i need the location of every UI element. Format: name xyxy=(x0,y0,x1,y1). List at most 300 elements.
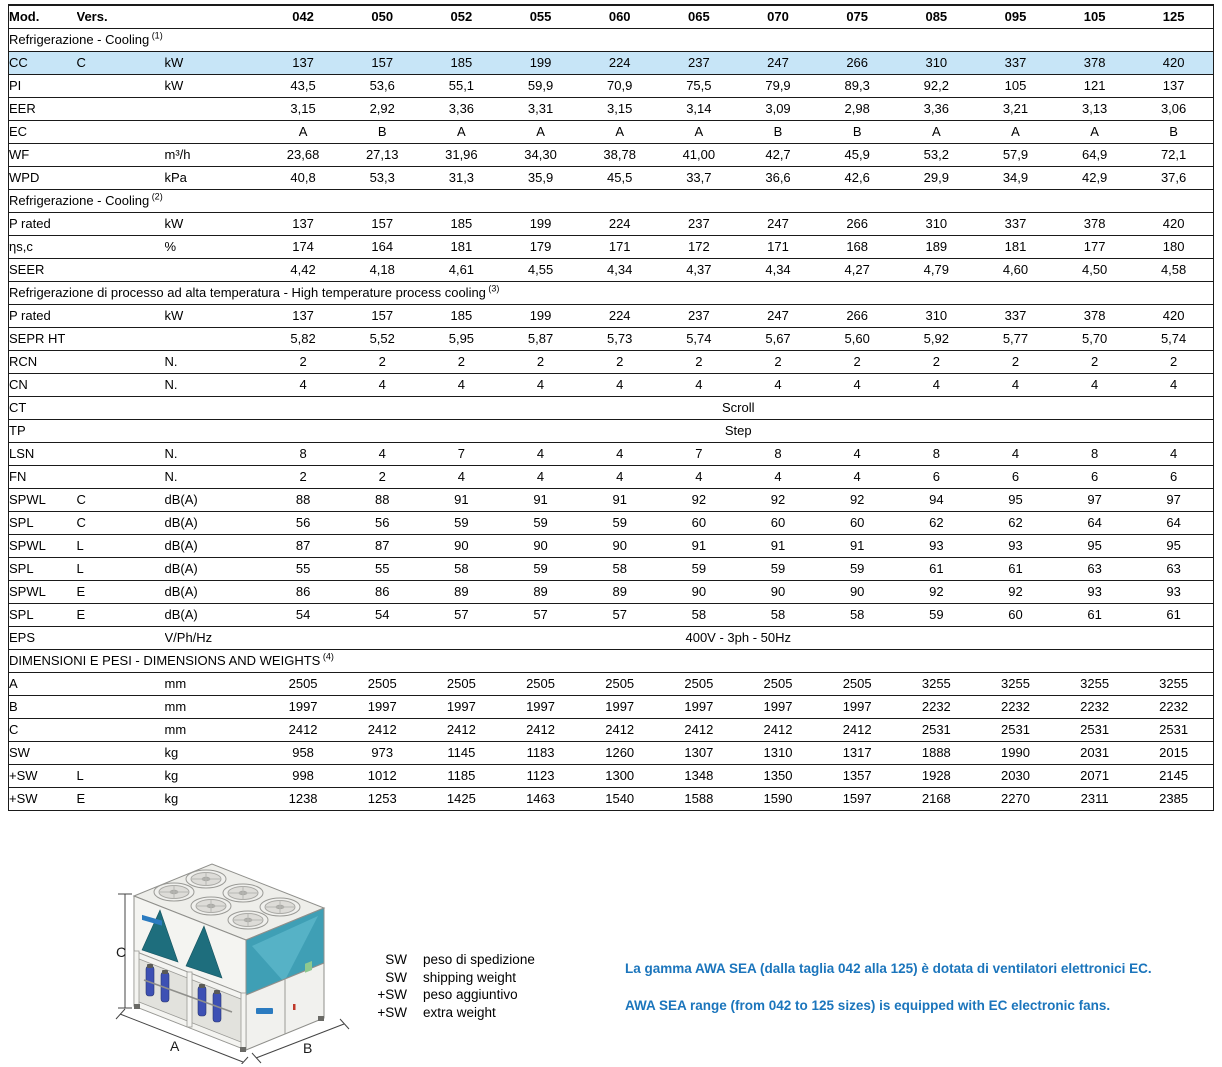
row-label: EER xyxy=(9,97,77,120)
row-unit: N. xyxy=(165,373,264,396)
row-value: 4,37 xyxy=(659,258,738,281)
table-row xyxy=(9,373,1214,396)
row-value: 27,13 xyxy=(343,143,422,166)
row-label: TP xyxy=(9,419,77,442)
table-row xyxy=(9,74,1214,97)
row-value: 420 xyxy=(1134,51,1213,74)
row-value: 57,9 xyxy=(976,143,1055,166)
row-value: 2145 xyxy=(1134,764,1213,787)
row-label: FN xyxy=(9,465,77,488)
row-value: 4 xyxy=(580,442,659,465)
row-value: 2 xyxy=(897,350,976,373)
dim-label-b: B xyxy=(303,1040,313,1056)
table-row xyxy=(9,51,1214,74)
table-row xyxy=(9,488,1214,511)
legend-row xyxy=(375,969,535,987)
row-unit: dB(A) xyxy=(165,534,264,557)
row-value: 8 xyxy=(738,442,817,465)
row-value: 1310 xyxy=(738,741,817,764)
row-label: CC xyxy=(9,51,77,74)
col-header-model: 085 xyxy=(897,5,976,28)
row-value: 4 xyxy=(976,442,1055,465)
row-value: 1540 xyxy=(580,787,659,810)
row-value: 224 xyxy=(580,212,659,235)
row-value: 185 xyxy=(422,304,501,327)
row-value: 70,9 xyxy=(580,74,659,97)
row-value: 4,79 xyxy=(897,258,976,281)
row-version xyxy=(77,465,165,488)
legend-key: +SW xyxy=(377,1004,407,1020)
row-value: 4 xyxy=(1055,373,1134,396)
row-unit xyxy=(165,120,264,143)
spec-table-head xyxy=(9,5,1214,28)
row-value: 199 xyxy=(501,304,580,327)
table-row xyxy=(9,143,1214,166)
row-value: 45,9 xyxy=(818,143,897,166)
row-value: 6 xyxy=(897,465,976,488)
row-value: 1997 xyxy=(580,695,659,718)
row-value: 189 xyxy=(897,235,976,258)
header-row xyxy=(9,5,1214,28)
row-value: 2412 xyxy=(343,718,422,741)
row-version xyxy=(77,396,165,419)
row-version xyxy=(77,741,165,764)
row-label: LSN xyxy=(9,442,77,465)
row-value: 91 xyxy=(659,534,738,557)
row-value: 3,13 xyxy=(1055,97,1134,120)
row-unit: kg xyxy=(165,787,264,810)
col-header-model: 055 xyxy=(501,5,580,28)
row-value: 1990 xyxy=(976,741,1055,764)
row-value: A xyxy=(422,120,501,143)
row-label: CT xyxy=(9,396,77,419)
row-value: 237 xyxy=(659,304,738,327)
row-value: 137 xyxy=(264,212,343,235)
row-value: 92,2 xyxy=(897,74,976,97)
row-value: 59 xyxy=(897,603,976,626)
row-value: 90 xyxy=(738,580,817,603)
row-value: 2505 xyxy=(422,672,501,695)
row-label: SPWL xyxy=(9,534,77,557)
row-value: 3255 xyxy=(976,672,1055,695)
row-value: 1997 xyxy=(738,695,817,718)
chiller-illustration xyxy=(104,858,356,1064)
row-value: 89 xyxy=(501,580,580,603)
row-value: 31,3 xyxy=(422,166,501,189)
row-value: A xyxy=(659,120,738,143)
row-value: 2531 xyxy=(897,718,976,741)
row-value: 2030 xyxy=(976,764,1055,787)
table-row xyxy=(9,212,1214,235)
row-value: 5,82 xyxy=(264,327,343,350)
row-value: 97 xyxy=(1134,488,1213,511)
row-value: 2 xyxy=(343,465,422,488)
table-row xyxy=(9,534,1214,557)
col-header-model: 095 xyxy=(976,5,1055,28)
table-row xyxy=(9,120,1214,143)
row-value: 8 xyxy=(897,442,976,465)
row-value: 3,36 xyxy=(422,97,501,120)
row-value: B xyxy=(738,120,817,143)
row-label: SW xyxy=(9,741,77,764)
row-value: 2 xyxy=(738,350,817,373)
row-label: CN xyxy=(9,373,77,396)
row-label: +SW xyxy=(9,764,77,787)
legend-text: extra weight xyxy=(423,1004,496,1020)
row-version xyxy=(77,626,165,649)
row-value: 89,3 xyxy=(818,74,897,97)
row-value: 2412 xyxy=(501,718,580,741)
row-value: 171 xyxy=(580,235,659,258)
row-value: 35,9 xyxy=(501,166,580,189)
row-value: 59,9 xyxy=(501,74,580,97)
row-value: 1183 xyxy=(501,741,580,764)
row-value: 2311 xyxy=(1055,787,1134,810)
col-header-model: 060 xyxy=(580,5,659,28)
row-value: 121 xyxy=(1055,74,1134,97)
row-value: 4 xyxy=(501,442,580,465)
dim-label-a: A xyxy=(170,1038,180,1054)
row-value: 86 xyxy=(343,580,422,603)
row-value: 59 xyxy=(580,511,659,534)
row-value: A xyxy=(1055,120,1134,143)
row-value: 87 xyxy=(264,534,343,557)
row-value: 179 xyxy=(501,235,580,258)
row-value: 224 xyxy=(580,51,659,74)
row-value: 86 xyxy=(264,580,343,603)
row-version xyxy=(77,442,165,465)
row-unit: N. xyxy=(165,350,264,373)
row-value: 59 xyxy=(659,557,738,580)
row-value: 1012 xyxy=(343,764,422,787)
row-value: 90 xyxy=(818,580,897,603)
row-value: 958 xyxy=(264,741,343,764)
table-row xyxy=(9,557,1214,580)
row-value: 3,36 xyxy=(897,97,976,120)
row-unit: kW xyxy=(165,212,264,235)
row-value: 2232 xyxy=(1055,695,1134,718)
row-label: WF xyxy=(9,143,77,166)
row-value: 2015 xyxy=(1134,741,1213,764)
row-value: 57 xyxy=(422,603,501,626)
row-value: 137 xyxy=(1134,74,1213,97)
row-value: 266 xyxy=(818,51,897,74)
row-value: 57 xyxy=(501,603,580,626)
row-value: 2531 xyxy=(976,718,1055,741)
row-value: 199 xyxy=(501,212,580,235)
row-value: A xyxy=(976,120,1055,143)
row-value: 5,70 xyxy=(1055,327,1134,350)
row-value: 4 xyxy=(501,465,580,488)
table-row xyxy=(9,603,1214,626)
row-value: 4 xyxy=(976,373,1055,396)
row-value: 378 xyxy=(1055,51,1134,74)
row-version xyxy=(77,97,165,120)
row-value: 5,67 xyxy=(738,327,817,350)
row-value: 2412 xyxy=(422,718,501,741)
row-value: 34,30 xyxy=(501,143,580,166)
row-value: 247 xyxy=(738,51,817,74)
row-value: 137 xyxy=(264,304,343,327)
row-value: 2505 xyxy=(818,672,897,695)
row-value: 2071 xyxy=(1055,764,1134,787)
row-value: 2 xyxy=(264,350,343,373)
row-value: 4 xyxy=(264,373,343,396)
spec-table-section xyxy=(8,4,1214,811)
row-value: 61 xyxy=(1055,603,1134,626)
footnote-english: AWA SEA range (from 042 to 125 sizes) is equipped with EC electronic fans. xyxy=(625,998,1111,1013)
row-value: 60 xyxy=(818,511,897,534)
row-value: 89 xyxy=(422,580,501,603)
row-version: C xyxy=(77,488,165,511)
row-unit xyxy=(165,258,264,281)
row-version: E xyxy=(77,580,165,603)
row-value: 2 xyxy=(501,350,580,373)
row-value: 59 xyxy=(422,511,501,534)
row-value: 2505 xyxy=(501,672,580,695)
row-unit: dB(A) xyxy=(165,488,264,511)
row-value: 55 xyxy=(343,557,422,580)
row-value: 4 xyxy=(1134,442,1213,465)
row-unit: kg xyxy=(165,764,264,787)
col-header-model: 105 xyxy=(1055,5,1134,28)
row-value: 62 xyxy=(976,511,1055,534)
row-value: 199 xyxy=(501,51,580,74)
row-value: 185 xyxy=(422,51,501,74)
row-value: 171 xyxy=(738,235,817,258)
row-value: 64 xyxy=(1055,511,1134,534)
row-value: 2,92 xyxy=(343,97,422,120)
chiller-figure xyxy=(104,858,356,1064)
row-value: 89 xyxy=(580,580,659,603)
row-value: 3,21 xyxy=(976,97,1055,120)
row-value: 33,7 xyxy=(659,166,738,189)
row-label: WPD xyxy=(9,166,77,189)
row-value: 93 xyxy=(976,534,1055,557)
door-handle xyxy=(293,1004,296,1010)
row-value: 1350 xyxy=(738,764,817,787)
row-label: A xyxy=(9,672,77,695)
row-value: 31,96 xyxy=(422,143,501,166)
row-value: 266 xyxy=(818,212,897,235)
row-value: 157 xyxy=(343,212,422,235)
row-label: SPL xyxy=(9,603,77,626)
row-value: 23,68 xyxy=(264,143,343,166)
row-value: 53,3 xyxy=(343,166,422,189)
row-value: 92 xyxy=(659,488,738,511)
row-unit: kg xyxy=(165,741,264,764)
row-value: 41,00 xyxy=(659,143,738,166)
row-value: 64 xyxy=(1134,511,1213,534)
footnotes xyxy=(625,961,1200,1035)
row-value: 137 xyxy=(264,51,343,74)
section-row xyxy=(9,189,1214,212)
row-value: 2412 xyxy=(659,718,738,741)
section-row xyxy=(9,281,1214,304)
row-value: 4,58 xyxy=(1134,258,1213,281)
row-value: 88 xyxy=(264,488,343,511)
row-unit: kPa xyxy=(165,166,264,189)
row-value: 95 xyxy=(976,488,1055,511)
row-unit xyxy=(165,327,264,350)
row-value: 90 xyxy=(659,580,738,603)
row-value: 5,77 xyxy=(976,327,1055,350)
row-value: 58 xyxy=(738,603,817,626)
table-row xyxy=(9,396,1214,419)
row-value: 181 xyxy=(976,235,1055,258)
row-value: 40,8 xyxy=(264,166,343,189)
row-value: 1997 xyxy=(818,695,897,718)
row-value: 43,5 xyxy=(264,74,343,97)
row-value: 4 xyxy=(1134,373,1213,396)
row-value: 91 xyxy=(818,534,897,557)
row-value: 174 xyxy=(264,235,343,258)
row-value: 1597 xyxy=(818,787,897,810)
table-row xyxy=(9,626,1214,649)
row-value: 2 xyxy=(659,350,738,373)
row-value: 310 xyxy=(897,212,976,235)
row-value: 4,42 xyxy=(264,258,343,281)
row-value: 5,60 xyxy=(818,327,897,350)
table-row xyxy=(9,787,1214,810)
row-value: 2412 xyxy=(264,718,343,741)
row-label: ηs,c xyxy=(9,235,77,258)
row-value: 4 xyxy=(818,442,897,465)
row-value: 5,52 xyxy=(343,327,422,350)
row-value: 2232 xyxy=(897,695,976,718)
row-value: 55 xyxy=(264,557,343,580)
row-label: RCN xyxy=(9,350,77,373)
row-value: 42,9 xyxy=(1055,166,1134,189)
spec-table-body xyxy=(9,28,1214,810)
row-value: 2412 xyxy=(818,718,897,741)
row-value: 53,2 xyxy=(897,143,976,166)
row-value: 53,6 xyxy=(343,74,422,97)
row-unit: N. xyxy=(165,442,264,465)
section-row xyxy=(9,28,1214,51)
legend-text: peso di spedizione xyxy=(423,952,535,967)
row-label: +SW xyxy=(9,787,77,810)
row-unit xyxy=(165,419,264,442)
row-value: 94 xyxy=(897,488,976,511)
row-version xyxy=(77,419,165,442)
row-value: 2 xyxy=(1055,350,1134,373)
row-version: L xyxy=(77,764,165,787)
col-header-model: 042 xyxy=(264,5,343,28)
spec-table xyxy=(8,4,1214,811)
row-value: 164 xyxy=(343,235,422,258)
row-value: 58 xyxy=(818,603,897,626)
section-title: DIMENSIONI E PESI - DIMENSIONS AND WEIGHTS $^{(4)}$ xyxy=(9,649,1214,672)
row-value: 95 xyxy=(1134,534,1213,557)
row-version xyxy=(77,672,165,695)
row-value: 1123 xyxy=(501,764,580,787)
table-row xyxy=(9,258,1214,281)
table-row xyxy=(9,97,1214,120)
row-version: E xyxy=(77,787,165,810)
row-value: 2 xyxy=(818,350,897,373)
row-value: 237 xyxy=(659,51,738,74)
row-value: 1997 xyxy=(264,695,343,718)
row-value: 1997 xyxy=(422,695,501,718)
section-title: Refrigerazione di processo ad alta temperatura - High temperature process cooling $^{(3)}$ xyxy=(9,281,1214,304)
row-value: 5,74 xyxy=(659,327,738,350)
col-header-unit xyxy=(165,5,264,28)
row-value: 247 xyxy=(738,304,817,327)
row-value: 420 xyxy=(1134,212,1213,235)
row-unit: m³/h xyxy=(165,143,264,166)
row-value: 54 xyxy=(343,603,422,626)
row-label: EPS xyxy=(9,626,77,649)
footnote-italian: La gamma AWA SEA (dalla taglia 042 alla 125) è dotata di ventilatori elettronici EC. xyxy=(625,961,1152,976)
row-value: 4 xyxy=(343,442,422,465)
legend-key: SW xyxy=(385,969,407,985)
section-row xyxy=(9,649,1214,672)
row-unit: mm xyxy=(165,672,264,695)
row-version xyxy=(77,212,165,235)
col-header-model: 065 xyxy=(659,5,738,28)
col-header-model: 070 xyxy=(738,5,817,28)
row-unit: dB(A) xyxy=(165,603,264,626)
row-unit xyxy=(165,396,264,419)
row-unit xyxy=(165,97,264,120)
row-value: 4,34 xyxy=(580,258,659,281)
row-value: 8 xyxy=(264,442,343,465)
row-value: 3,15 xyxy=(580,97,659,120)
row-label: SPWL xyxy=(9,580,77,603)
row-value: 5,95 xyxy=(422,327,501,350)
row-value: 7 xyxy=(659,442,738,465)
row-value: 3,09 xyxy=(738,97,817,120)
row-version xyxy=(77,258,165,281)
row-value: A xyxy=(897,120,976,143)
row-value: 2232 xyxy=(976,695,1055,718)
table-row xyxy=(9,442,1214,465)
table-row xyxy=(9,764,1214,787)
row-value: 3255 xyxy=(1134,672,1213,695)
row-value: 4 xyxy=(580,465,659,488)
row-span-value: Scroll xyxy=(264,396,1214,419)
row-value: 4 xyxy=(422,465,501,488)
row-value: 2 xyxy=(580,350,659,373)
row-value: 157 xyxy=(343,304,422,327)
row-version xyxy=(77,373,165,396)
row-value: 2505 xyxy=(659,672,738,695)
row-label: P rated xyxy=(9,212,77,235)
col-header-model: 075 xyxy=(818,5,897,28)
row-unit: mm xyxy=(165,695,264,718)
table-row xyxy=(9,580,1214,603)
row-value: 90 xyxy=(580,534,659,557)
col-header-model: 125 xyxy=(1134,5,1213,28)
row-value: 60 xyxy=(738,511,817,534)
col-header-model: 052 xyxy=(422,5,501,28)
row-value: 58 xyxy=(422,557,501,580)
row-version xyxy=(77,74,165,97)
row-value: 6 xyxy=(1055,465,1134,488)
row-value: 8 xyxy=(1055,442,1134,465)
row-value: 59 xyxy=(738,557,817,580)
row-version xyxy=(77,166,165,189)
col-header-model: 050 xyxy=(343,5,422,28)
row-value: 3,14 xyxy=(659,97,738,120)
row-value: 4 xyxy=(818,465,897,488)
row-value: 2031 xyxy=(1055,741,1134,764)
row-value: 2 xyxy=(976,350,1055,373)
row-value: 4 xyxy=(897,373,976,396)
row-value: 38,78 xyxy=(580,143,659,166)
row-unit: dB(A) xyxy=(165,511,264,534)
